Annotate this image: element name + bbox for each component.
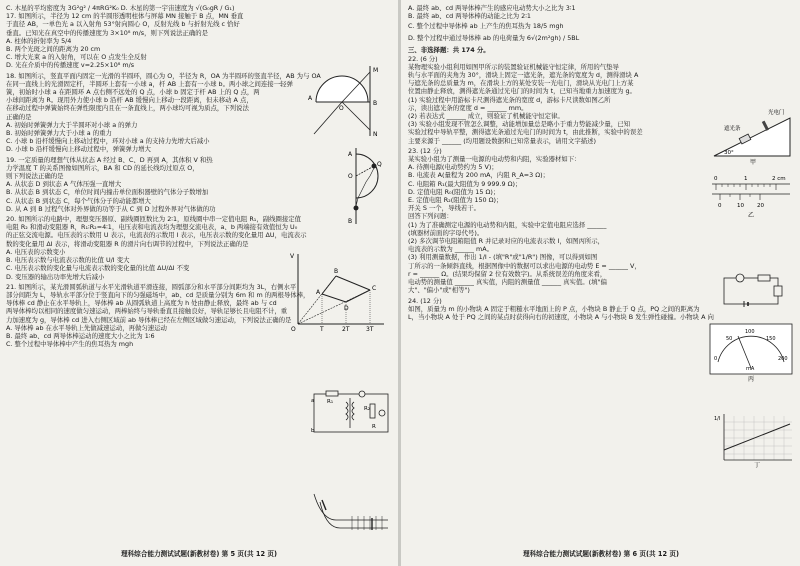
text-line: 某实验小组为了测量一电源的电动势和内阻，实验器材如下：: [408, 155, 581, 164]
fig22-label: 遮光条: [724, 126, 741, 132]
fig22-label: 甲: [750, 159, 757, 166]
text-line: 回答下列问题：: [408, 212, 453, 221]
figure-23-graph: [714, 412, 794, 468]
fig19-label: 2T: [342, 326, 350, 333]
text-line: B. 最终 ab、cd 两导体棒的动能之比为 2∶1: [408, 12, 531, 21]
figure-22-caliper: [708, 170, 794, 220]
text-line: 如图，质量为 m 的小物块 A 固定于粗糙水平地面上的 P 点，小物块 B 静止于 Q 点，PQ 之间的距离为: [408, 304, 700, 313]
text-line: 24. (12 分): [408, 296, 442, 305]
text-line: 电动势的测量值 ______ 真实值，内阻的测量值 ______ 真实值。(填"偏: [408, 278, 607, 287]
caliper-label: 20: [757, 203, 764, 209]
text-line: (1) 为了准确测定电源的电动势和内阻，实验中定值电阻应选择 ______: [408, 220, 607, 229]
text-line: 大"、"偏小"或"相等"): [408, 286, 470, 295]
text-line: 23. (12 分): [408, 146, 442, 155]
text-line: D. 定值电阻 R₀(阻值为 15 Ω)；: [408, 187, 500, 196]
fig18-label: O: [348, 173, 353, 180]
dial-label: 200: [778, 356, 788, 362]
text-line: 电流表的示数为 ______ mA。: [408, 245, 493, 254]
text-line: A. 初始时弹簧弹力大于半圆环对小球 a 的弹力: [6, 120, 138, 129]
text-line: D. 从 A 到 B 过程气体对外界做的功等于从 C 到 D 过程外界对气体做的功: [6, 204, 216, 213]
text-line: 主要来源于 ______ (均用题设数据和已知常量表示，请用文字描述): [408, 136, 596, 145]
fig18-label: A: [348, 151, 353, 158]
caliper-label: 乙: [748, 212, 755, 219]
text-line: 电阻 R₂ 和滑动变阻器 R，R₁∶R₂=4∶1，电压表和电流表均为理想交流电表，a、b 两端接有效值恒为 U₀: [6, 223, 298, 232]
fig22-label: 30°: [724, 150, 734, 156]
caliper-label: 0: [718, 203, 722, 209]
fig20-label: a: [311, 398, 315, 404]
text-line: (填器材前面的字母代号)。: [408, 228, 484, 237]
figure-22-incline: [710, 108, 794, 166]
exam-page-6: [408, 4, 794, 560]
text-line: (1) 实验过程中用游标卡尺测得遮光条的宽度 d，游标卡尺读数如图乙所: [408, 95, 611, 104]
text-line: (3) 利用测量数据，作出 1/I - (填"R"或"1/R") 图像，可以得到如图: [408, 253, 598, 262]
text-line: 导体棒 cd 静止在水平导轨上，导体棒 ab 从圆弧轨道上高度为 h 处由静止释放，最终 ab 与 cd: [6, 299, 277, 308]
fig17-label: N: [373, 131, 378, 138]
text-line: A. 柱体的折射率为 5/4: [6, 36, 72, 45]
figure-18-ring: [330, 146, 390, 226]
figure-23-circuit: [718, 272, 784, 312]
fig17-label: O: [339, 105, 344, 112]
dial-label: 150: [766, 336, 776, 342]
text-line: B. 最终 ab、cd 两导体棒运动的速度大小之比为 1∶6: [6, 331, 155, 340]
graph-label: 丁: [754, 462, 761, 469]
caliper-label: 10: [737, 203, 744, 209]
fig19-label: C: [372, 285, 377, 292]
caliper-label: 0: [714, 176, 718, 182]
text-line: 19. 一定质量的理想气体从状态 A 经过 B、C、D 再到 A，其体积 V 和热: [6, 155, 213, 164]
text-line: r = ______ Ω。(结果均保留 2 位有效数字)。从系统误差的角度来看，: [408, 269, 607, 278]
text-line: 与遮光条的总质量为 m，在滑块上方的某处安装一光电门，滑块从光电门上方某: [408, 79, 634, 88]
text-line: 某物理实验小组利用如图甲所示的装置验证机械能守恒定律，所用的气垫导: [408, 62, 619, 71]
dial-label: 0: [714, 356, 718, 362]
text-line: D. 整个过程中通过导体棒 ab 的电荷量为 6√(2m²gh) / 5BL: [408, 34, 580, 43]
fig17-label: M: [373, 67, 379, 74]
text-line: C. 增大光束 a 的入射角，可以在 O 点发生全反射: [6, 53, 147, 62]
text-line: 则下列说法正确的是: [6, 172, 64, 181]
text-line: 垂直。已知光在真空中的传播速度为 3×10⁸ m/s，则下列说法正确的是: [6, 28, 209, 37]
figure-21-rails: [312, 490, 392, 534]
text-line: (3) 实验小组发现不管怎么调整，动能增加量总是略小于重力势能减少量，已知: [408, 120, 630, 129]
fig20-label: R: [372, 424, 376, 430]
text-line: 力加速度为 g，导体棒 cd 进入右侧区域前 ab 导体棒已经在左侧区域做匀速运动，下列说法正确的是: [6, 315, 292, 324]
figure-19-vt-graph: [288, 250, 388, 334]
text-line: 示，读出遮光条的宽度 d = ______ mm。: [408, 103, 528, 112]
dial-label: 丙: [748, 376, 755, 383]
text-line: A. 最终 ab、cd 两导体棒产生的感应电动势大小之比为 3∶1: [408, 4, 576, 12]
caliper-label: 1: [744, 176, 748, 182]
text-line: 簧，初始时小球 a 在距圆环 A 点右侧不远处的 Q 点，小球 b 固定于杆 AB 上的 Q 点，两: [6, 88, 260, 97]
text-line: B. 两个光斑之间的距离为 20 cm: [6, 45, 101, 54]
text-line: D. 小球 b 沿杆缓慢向上移动过程中，弹簧弹力增大: [6, 145, 151, 154]
text-line: B. 初始时弹簧弹力大于小球 a 的重力: [6, 129, 112, 138]
fig17-label: B: [373, 100, 378, 107]
text-line: 21. 如图所示，某光滑圆弧轨道与水平光滑轨道平滑连接，圆弧部分和水平部分间距均为 3L，右侧水平: [6, 282, 297, 291]
fig19-label: D: [344, 305, 349, 312]
text-line: 的正弦交流电源。电压表的示数用 U 表示，电流表的示数用 I 表示，电压表示数的变化量用 ΔU，电流表示: [6, 231, 307, 240]
fig19-label: O: [291, 326, 296, 333]
text-line: C. 整个过程中导体棒中产生的焦耳热为 mgh: [6, 340, 134, 349]
text-line: 小球间距离为 R。现用外力使小球 b 沿杆 AB 缓慢向上移动一段距离，但未移动 A 点，: [6, 96, 253, 105]
text-line: L，当小物块 A 处于 PQ 之间的某点时获得向右的初速度，小物块 A 与小物块 B 发生弹性碰撞。小物块 A 向: [408, 312, 714, 321]
fig19-label: T: [320, 326, 324, 333]
fig18-label: Q: [377, 161, 382, 168]
text-line: 实验过程中导轨平整，测得遮光条通过光电门的时间为 t，由此推断，实验中的误差: [408, 128, 643, 137]
text-line: 22. (6 分): [408, 54, 438, 63]
text-line: A. 从状态 D 到状态 A 气体压强一直增大: [6, 180, 122, 189]
figure-17-semicircle: [306, 64, 392, 138]
text-line: 18. 如图所示，竖直平面内固定一光滑的半圆环，圆心为 O，半径为 R，OA 为半圆环的竖直半径，AB 为与 OA: [6, 71, 321, 80]
caliper-label: 2 cm: [772, 176, 786, 182]
text-line: 开关 S 一个，导线若干。: [408, 204, 481, 213]
text-line: 在同一直线上的光滑固定杆，半圆环上套有一小球 a，杆 AB 上套有一小球 b。两小球之间连接一轻弹: [6, 79, 293, 88]
page-footer-6: 理科综合能力测试试题(新教材卷) 第 6 页(共 12 页): [523, 549, 679, 558]
text-line: 在移动过程中弹簧始终在弹性限度内且在一条直线上，两小球均可视为质点，下列说法: [6, 104, 249, 113]
text-line: B. 电流表 A(量程为 200 mA，内阻 R_A=3 Ω)；: [408, 171, 549, 180]
fig22-label: 光电门: [768, 110, 785, 116]
text-line: B. 电压表示数与电流表示数的比值 U/I 变大: [6, 256, 130, 265]
text-line: 两导体棒均以相同的速度做匀速运动，两棒始终与导轨垂直且接触良好，导轨足够长且电阻不计，重: [6, 307, 288, 316]
text-line: 数的变化量用 ΔI 表示，将滑动变阻器 R 的滑片向右调节的过程中，下列说法正确的是: [6, 239, 249, 248]
fig19-label: A: [316, 289, 321, 296]
dial-label: mA: [746, 366, 755, 372]
fig20-label: R₁: [327, 399, 334, 405]
dial-label: 100: [745, 329, 755, 335]
fig17-label: A: [308, 95, 313, 102]
page-fold: [398, 0, 401, 566]
text-line: 位置由静止释放，测得遮光条通过光电门的时间为 t，已知当地重力加速度为 g。: [408, 87, 636, 96]
text-line: 力学温度 T 的关系图像如图所示，BA 和 CD 的延长线均过原点 O，: [6, 163, 199, 172]
section-heading: 三、非选择题：共 174 分。: [408, 46, 490, 55]
text-line: 部分间距为 L，导轨水平部分位于竖直向下的匀强磁场中，ab、cd 是质量分别为 6m 和 m 的两根导体棒，: [6, 290, 310, 299]
graph-label: 1/I: [714, 416, 721, 422]
text-line: (2) 若表达式 ______ 成立，则验证了机械能守恒定律。: [408, 112, 564, 121]
text-line: A. 导体棒 ab 在水平导轨上先做减速运动，再做匀速运动: [6, 323, 167, 332]
fig19-label: B: [334, 268, 339, 275]
text-line: A. 待测电源(电动势约为 5 V)；: [408, 163, 498, 172]
text-line: A. 电压表的示数变小: [6, 247, 66, 256]
text-line: 20. 如图所示的电路中，理想变压器原、副线圈匝数比为 2∶1，原线圈中串一定值电阻 R₁，副线圈接定值: [6, 215, 302, 224]
text-line: B. 从状态 B 到状态 C，单位时间内撞击单位面积器壁的气体分子数增加: [6, 188, 209, 197]
text-line: C. 从状态 B 到状态 C，每个气体分子的动能都增大: [6, 196, 151, 205]
figure-20-circuit: [312, 388, 392, 436]
fig19-label: V: [290, 253, 295, 260]
text-line: C. 电阻箱 R₁(最大阻值为 9 999.9 Ω)；: [408, 179, 522, 188]
fig20-label: R₂: [364, 406, 371, 412]
fig20-label: b: [311, 428, 315, 434]
text-line: 丁所示的一条倾斜直线，根据图像中的数据可以求出电源的电动势 E = ______ V，: [408, 261, 641, 270]
dial-label: 50: [726, 336, 733, 342]
text-line: 于直径 AB，一单色光 a 以入射角 53°射向圆心 O，反射光线 b 与折射光线 c 恰好: [6, 20, 240, 29]
text-line: C. 电压表示数的变化量与电流表示数的变化量的比值 ΔU/ΔI 不变: [6, 264, 190, 273]
page-footer-5: 理科综合能力测试试题(新教材卷) 第 5 页(共 12 页): [121, 549, 277, 558]
text-line: (2) 多次调节电阻箱阻值 R 并记录对应的电流表示数 I，如图丙所示，: [408, 237, 605, 246]
fig18-label: B: [348, 218, 353, 225]
text-line: C. 整个过程中导体棒 ab 上产生的焦耳热为 18/5 mgh: [408, 22, 564, 31]
text-line: 17. 如图所示，半径为 12 cm 的半圆形透明柱体与屏幕 MN 接触于 B 点，MN 垂直: [6, 12, 244, 21]
text-line: D. 变压器的输出功率先增大后减小: [6, 272, 105, 281]
fig19-label: 3T: [366, 326, 374, 333]
text-line: C. 木星的平均密度为 3G²g² / 4πRG²K₀ D. 木星的第一宇宙速度为 √(G₀gR / G₁): [6, 4, 235, 12]
figure-23-ammeter: [708, 322, 794, 382]
text-line: C. 小球 b 沿杆缓慢向上移动过程中，环对小球 a 的支持力先增大后减小: [6, 137, 210, 146]
text-line: E. 定值电阻 R₂(阻值为 150 Ω)；: [408, 196, 503, 205]
exam-page-5: [6, 4, 392, 560]
text-line: 正确的是: [6, 112, 32, 121]
text-line: D. 光在介质中的传播速度 v=2.25×10⁸ m/s: [6, 61, 135, 70]
text-line: 轨与水平面的夹角为 30°，滑块上固定一遮光条，遮光条的宽度为 d，测得滑块 A: [408, 71, 639, 80]
